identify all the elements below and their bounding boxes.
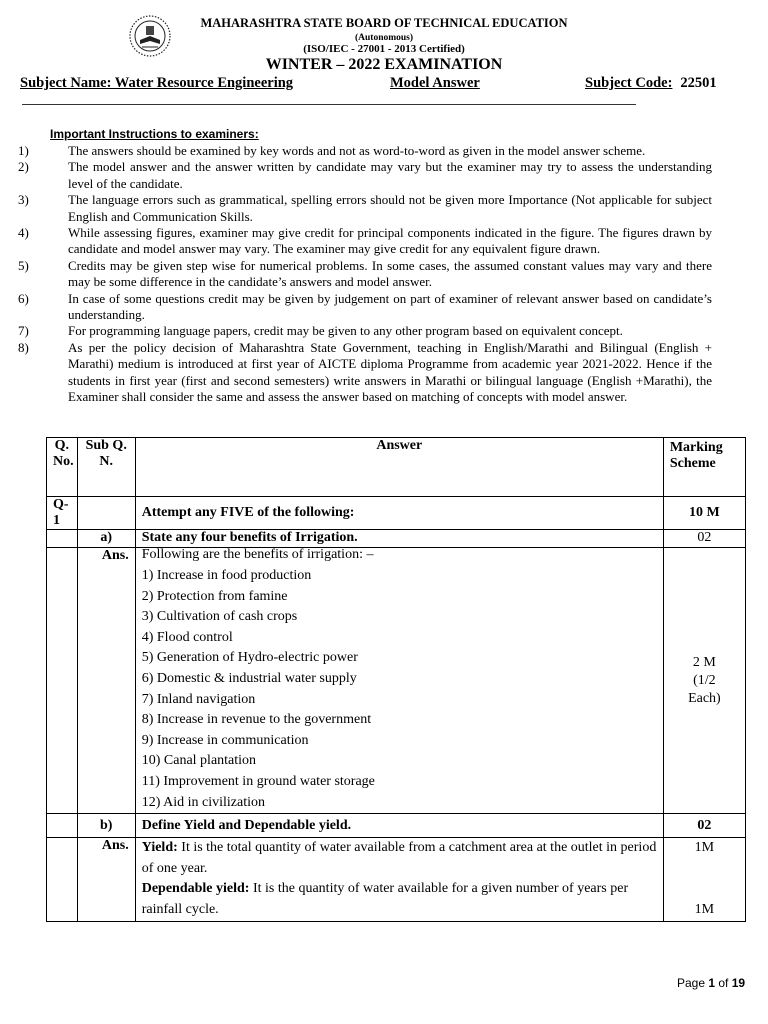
qb-sub: b) [77,814,135,838]
header-divider [22,104,636,105]
qa-q-empty [47,530,78,548]
instruction-item: 2) The model answer and the answer written by candidate may vary but the examiner may try to assess the understanding level of the candidate. [18,159,712,191]
q1-marks: 10 M [663,497,745,530]
table-header-row [47,438,746,497]
instruction-item: 3) The language errors such as grammatical, spelling errors should not be given more Importance (Not applicable for subject English and Communication Skills. [18,192,712,224]
qb-dependable-def: Dependable yield: It is the quantity of water available for a given number of years per rainfall cycle. [141,881,629,917]
qb-ans-label: Ans. [77,838,135,921]
qb-marks: 02 [663,814,745,838]
qa-point: 3) Cultivation of cash crops [141,609,298,625]
qa-point: 1) Increase in food production [141,568,312,583]
board-name: MAHARASHTRA STATE BOARD OF TECHNICAL EDUCATION [200,16,568,30]
model-answer-table [46,437,746,922]
subject-name: Subject Name: Water Resource Engineering [20,75,294,91]
qa-point: 10) Canal plantation [141,753,257,769]
iso-certification: (ISO/IEC - 27001 - 2013 Certified) [303,43,465,55]
qa-point: 2) Protection from famine [141,588,288,604]
instruction-item: 8) As per the policy decision of Maharashtra State Government, teaching in English/Marathi and Bilingual (English + Marathi) medium is introduced at first year of AICTE diploma Programme from academic year 2021-2022. Hence if the students in first year (first and second semesters) write answers in Marathi or bilingual language (English +Marathi), the Examiner shall consider the same and assess the answer based on matching of concepts with model answer. [18,339,712,405]
qb-answer-body [135,838,663,921]
qa-point: 8) Increase in revenue to the government [141,712,372,728]
qa-point: 5) Generation of Hydro-electric power [141,650,358,666]
q1-title: Attempt any FIVE of the following: [135,497,663,530]
qa-point: 12) Aid in civilization [141,794,265,810]
instruction-item: 6) In case of some questions credit may be given by judgement on part of examiner of relevant answer based on candidate’s understanding. [18,290,712,323]
header-marking-scheme: Marking Scheme [663,438,745,497]
qb-mark: 1M [694,901,715,917]
subject-code: Subject Code: 22501 [585,75,717,91]
instruction-item: 7) For programming language papers, credit may be given to any other program based on equivalent concept. [18,323,623,339]
table-row-q1 [47,497,746,530]
qb-mark: 1M [694,840,715,856]
qb-question: Define Yield and Dependable yield. [135,814,663,838]
q1-number: Q-1 [47,497,78,530]
qb-yield-def: Yield: It is the total quantity of water available from a catchment area at the outlet in period of one year. [141,840,657,876]
qa-question: State any four benefits of Irrigation. [135,530,663,548]
table-row-qb-answer [47,838,746,921]
qa-point: 4) Flood control [141,629,233,645]
table-row-qa [47,530,746,548]
table-row-qa-answer [47,548,746,814]
instruction-item: 5) Credits may be given step wise for numerical problems. In some cases, the assumed constant values may vary and there may be some difference in the candidate’s answers and model answer. [18,257,712,290]
qa-scheme-line: Each) [688,690,721,706]
qa-answer-body [135,548,663,814]
qa-ans-q-empty [47,548,78,814]
qa-scheme-line: (1/2 [693,672,716,688]
qa-ans-label: Ans. [77,548,135,814]
qa-sub: a) [77,530,135,548]
subject-code-value: 22501 [680,75,717,91]
table-row-qb [47,814,746,838]
exam-title: WINTER – 2022 EXAMINATION [265,56,503,73]
qa-scheme-line: 2 M [692,654,716,670]
header-q-no: Q. No. [47,438,78,497]
qa-point: 6) Domestic & industrial water supply [141,670,357,686]
instruction-item: 4) While assessing figures, examiner may give credit for principal components indicated in the figure. The figures drawn by candidate and model answer may vary. The examiner may give credit for any equivalent figure drawn. [18,225,712,257]
page-number: Page 1 of 19 [677,976,746,990]
qa-marks: 02 [663,530,745,548]
header-sub-q: Sub Q. N. [77,438,135,497]
qa-point: 11) Improvement in ground water storage [141,773,375,789]
model-answer-label: Model Answer [390,75,480,91]
qa-marking-scheme [663,548,745,814]
qb-q-empty [47,814,78,838]
autonomous-note: (Autonomous) [354,33,414,43]
q1-sub-empty [77,497,135,530]
qa-point: 9) Increase in communication [141,732,309,748]
qb-ans-q-empty [47,838,78,921]
instruction-item: 1) The answers should be examined by key words and not as word-to-word as given in the model answer scheme. [18,143,646,158]
instructions-heading: Important Instructions to examiners: [50,127,259,141]
qb-marking-scheme [663,838,745,921]
qa-point: 7) Inland navigation [141,691,256,707]
instructions-list [18,143,712,406]
header-answer: Answer [135,438,663,497]
qa-intro: Following are the benefits of irrigation: – [141,547,374,562]
